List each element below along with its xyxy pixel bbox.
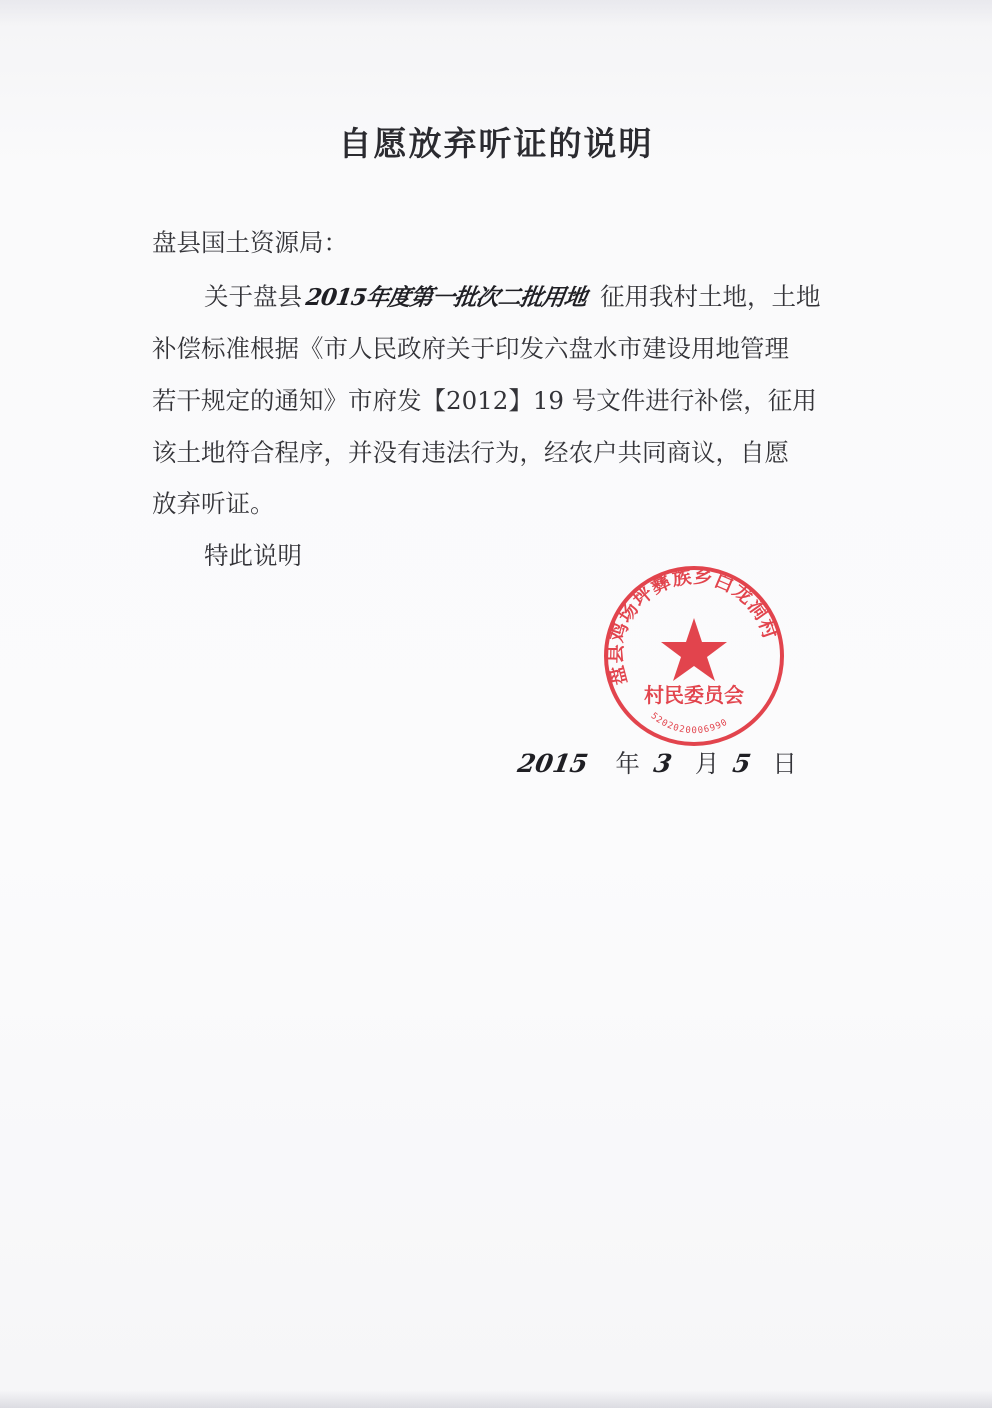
date-month-label: 月 [694,749,720,778]
date-month: 3 [651,749,674,778]
date-year: 2015 [515,749,591,778]
handwritten-project-name: 2015年度第一批次二批用地 [304,284,588,311]
date-year-label: 年 [615,749,640,778]
date-day: 5 [730,749,754,778]
addressee: 盘县国土资源局： [152,228,348,257]
signature-date [515,748,797,780]
document-title: 自愿放弃听证的说明 [338,124,654,163]
svg-text:5202020006990: 5202020006990 [648,711,730,737]
scan-top-edge [0,0,992,26]
svg-text:村民委员会: 村民委员会 [644,683,744,707]
village-committee-seal [598,560,790,752]
body-line-5: 放弃听证。 [152,489,275,518]
body-line-1-suffix: 征用我村土地，土地 [600,282,821,311]
body-line-3: 若干规定的通知》市府发【2012】19 号文件进行补偿，征用 [152,386,817,415]
date-day-label: 日 [772,749,797,778]
scan-bottom-edge [0,1390,992,1408]
body-line-1 [152,282,904,313]
body-line-4: 该土地符合程序，并没有违法行为，经农户共同商议，自愿 [152,438,789,467]
seal-stamp-icon [598,560,790,752]
body-line-1-prefix: 关于盘县 [204,282,302,311]
svg-text:盘县鸡场坪彝族乡白龙洞村: 盘县鸡场坪彝族乡白龙洞村 [604,565,782,688]
body-line-2: 补偿标准根据《市人民政府关于印发六盘水市建设用地管理 [152,334,789,363]
closing-remark: 特此说明 [204,541,302,570]
